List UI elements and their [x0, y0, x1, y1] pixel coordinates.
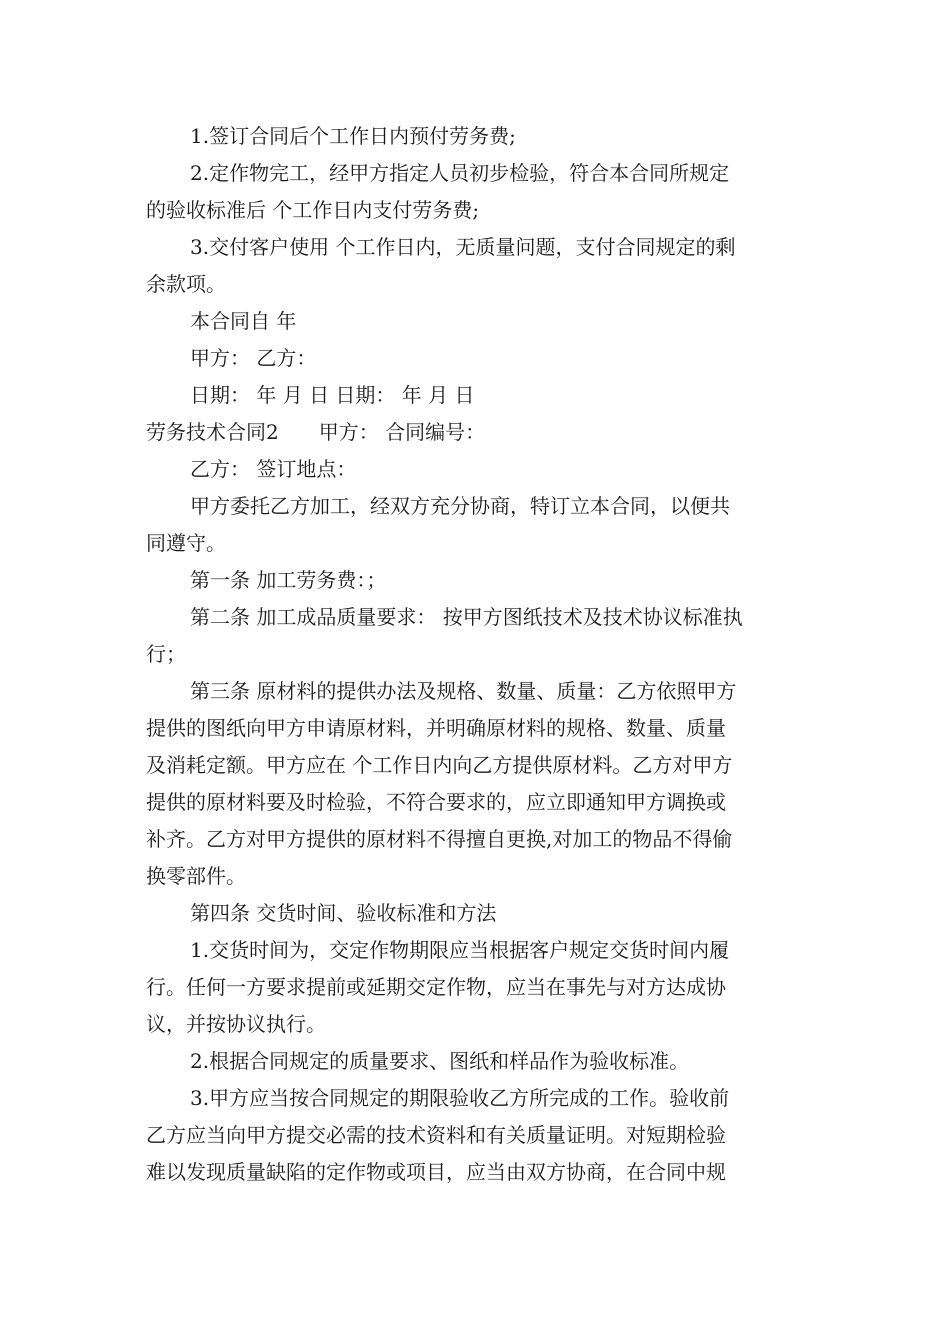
- text-line: 3.交付客户使用 个工作日内，无质量问题，支付合同规定的剩: [190, 235, 736, 259]
- text-line: 行；: [146, 642, 186, 666]
- text-line: 乙方： 签订地点：: [190, 457, 357, 481]
- text-line: 劳务技术合同2 甲方： 合同编号：: [146, 420, 486, 444]
- text-line: 1.交货时间为，交定作物期限应当根据客户规定交货时间内履: [190, 938, 730, 962]
- text-line: 换零部件。: [146, 864, 246, 888]
- text-line: 甲方委托乙方加工，经双方充分协商，特订立本合同，以便共: [190, 494, 730, 518]
- text-line: 第一条 加工劳务费：；: [190, 568, 387, 592]
- text-line: 的验收标准后 个工作日内支付劳务费;: [146, 198, 480, 222]
- text-line: 2.根据合同规定的质量要求、图纸和样品作为验收标准。: [190, 1049, 690, 1073]
- text-line: 提供的图纸向甲方申请原材料，并明确原材料的规格、数量、质量: [146, 716, 726, 740]
- text-line: 3.甲方应当按合同规定的期限验收乙方所完成的工作。验收前: [190, 1086, 730, 1110]
- text-line: 第二条 加工成品质量要求： 按甲方图纸技术及技术协议标准执: [190, 605, 743, 629]
- text-line: 乙方应当向甲方提交必需的技术资料和有关质量证明。对短期检验: [146, 1123, 726, 1147]
- text-line: 及消耗定额。甲方应在 个工作日内向乙方提供原材料。乙方对甲方: [146, 753, 733, 777]
- text-line: 日期： 年 月 日 日期： 年 月 日: [190, 383, 475, 407]
- text-line: 补齐。乙方对甲方提供的原材料不得擅自更换,对加工的物品不得偷: [146, 827, 733, 851]
- text-line: 提供的原材料要及时检验，不符合要求的，应立即通知甲方调换或: [146, 790, 726, 814]
- text-line: 议，并按协议执行。: [146, 1012, 326, 1036]
- text-line: 第四条 交货时间、验收标准和方法: [190, 901, 497, 925]
- text-line: 本合同自 年: [190, 309, 297, 333]
- text-line: 余款项。: [146, 272, 226, 296]
- text-line: 第三条 原材料的提供办法及规格、数量、质量：乙方依照甲方: [190, 679, 737, 703]
- text-line: 行。任何一方要求提前或延期交定作物，应当在事先与对方达成协: [146, 975, 726, 999]
- text-line: 2.定作物完工，经甲方指定人员初步检验，符合本合同所规定: [190, 161, 730, 185]
- text-line: 同遵守。: [146, 531, 226, 555]
- text-line: 难以发现质量缺陷的定作物或项目，应当由双方协商，在合同中规: [146, 1160, 726, 1184]
- text-line: 甲方： 乙方：: [190, 346, 317, 370]
- text-line: 1.签订合同后个工作日内预付劳务费;: [190, 124, 516, 148]
